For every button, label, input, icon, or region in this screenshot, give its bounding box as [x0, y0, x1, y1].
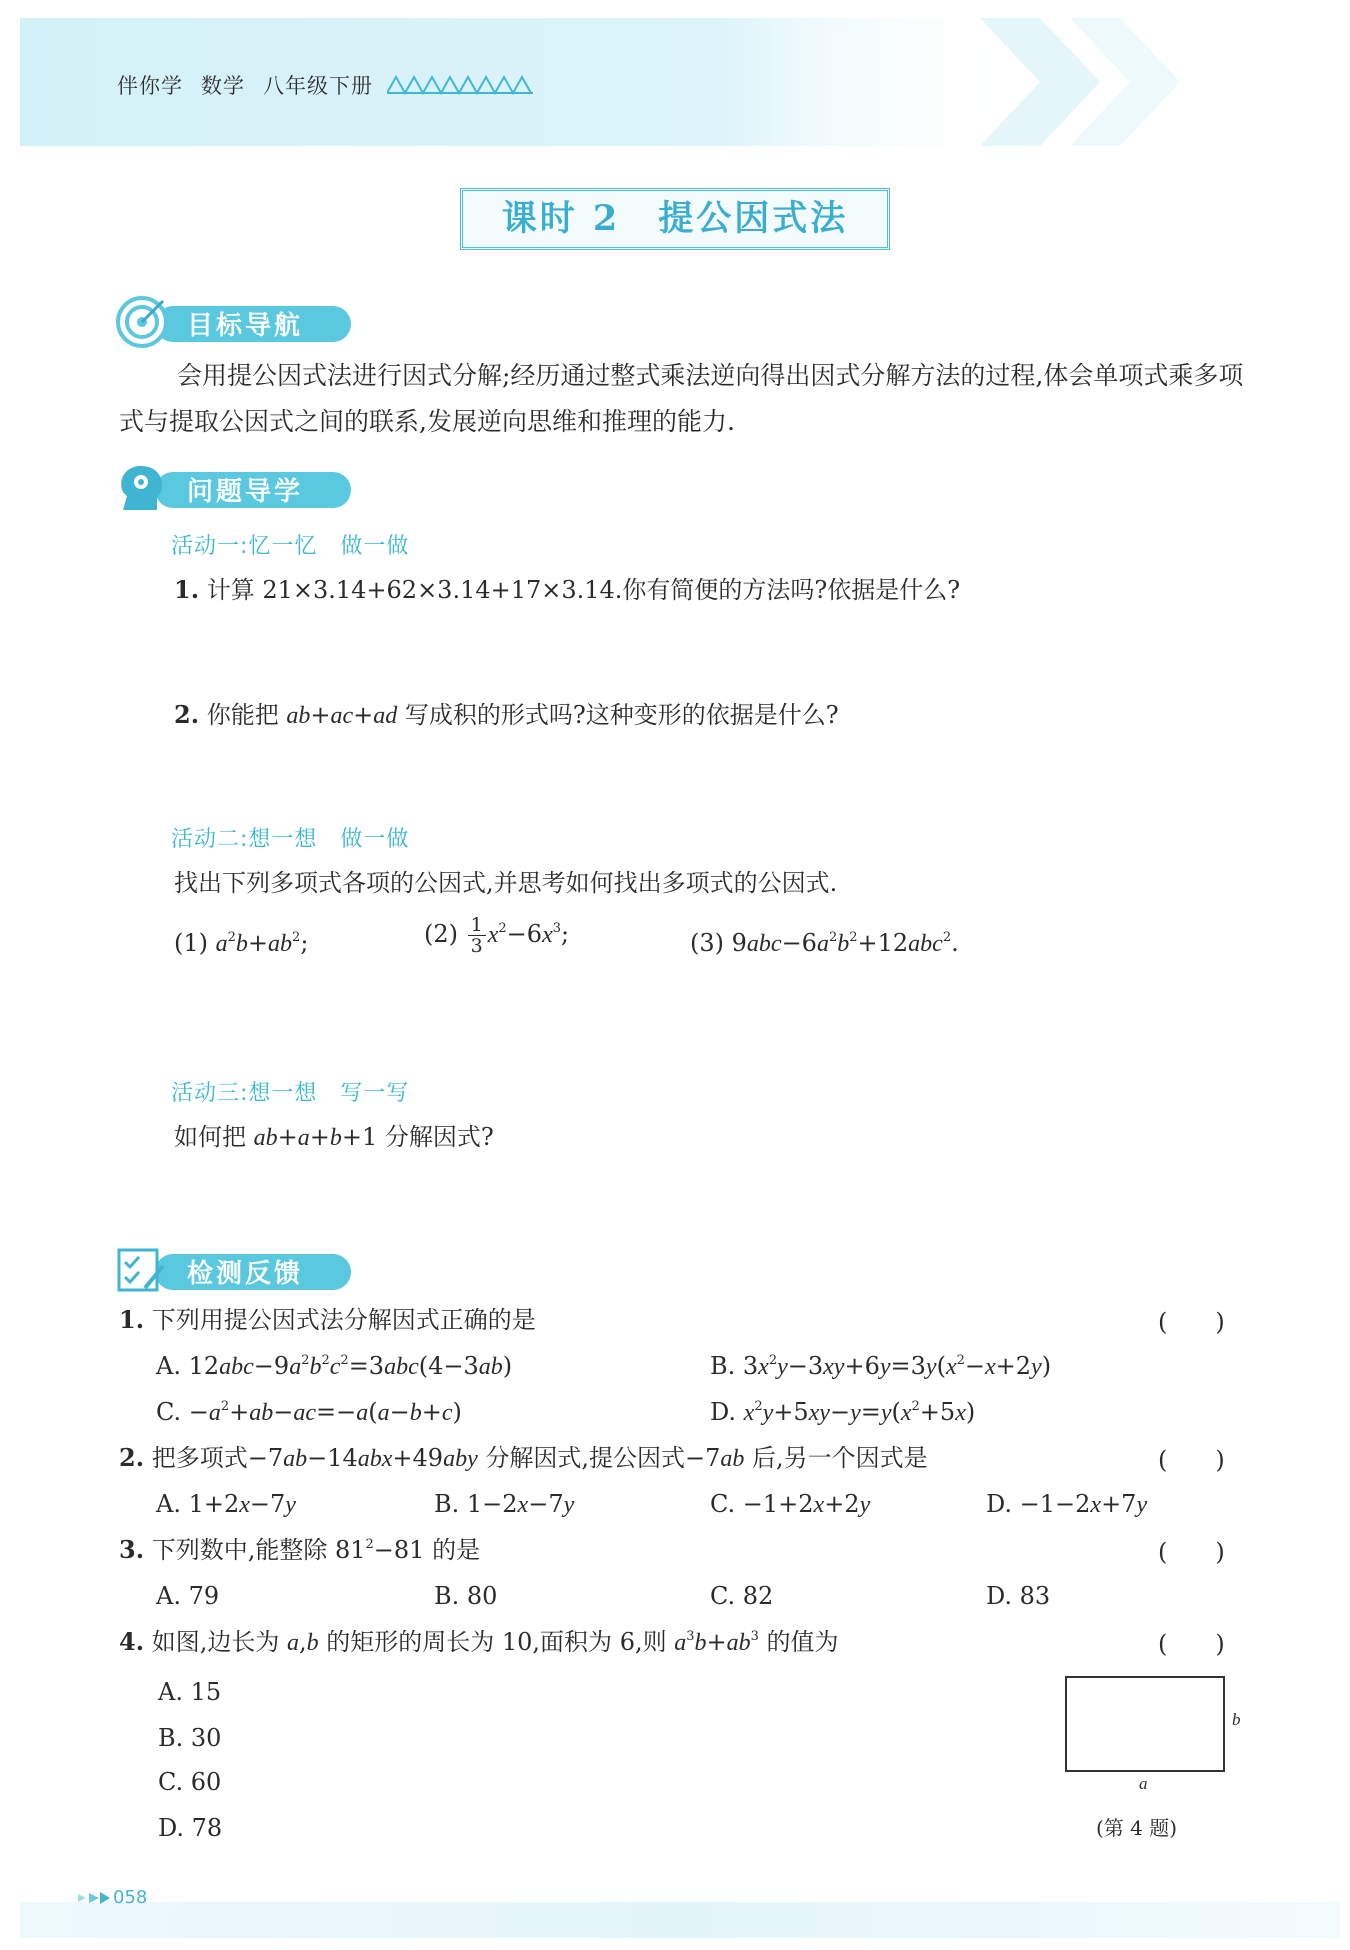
check-question1: 1. 下列用提公因式法分解因式正确的是 [119, 1305, 536, 1334]
lesson-title: 课时 2 提公因式法 [460, 188, 890, 250]
option-d: D. $x^2y+5xy-y=y(x^2+5x)$ [710, 1398, 976, 1426]
fraction: $\frac{1}{3}$ [468, 915, 486, 956]
option-d: D. 78 [158, 1814, 223, 1842]
activity2-text: 找出下列多项式各项的公因式,并思考如何找出多项式的公因式. [174, 869, 838, 897]
footer-band [20, 1902, 1340, 1938]
answer-paren: ( ) [1158, 1446, 1225, 1474]
answer-paren: ( ) [1158, 1538, 1225, 1566]
activity1-question1 [174, 572, 960, 608]
question-number: 2. [174, 700, 200, 729]
option-b: B. 80 [434, 1582, 498, 1610]
answer-paren: ( ) [1158, 1308, 1225, 1336]
option-a: A. $12abc-9a^2b^2c^2=3abc(4-3ab)$ [156, 1352, 513, 1380]
option-b: B. $3x^2y-3xy+6y=3y(x^2-x+2y)$ [710, 1352, 1052, 1380]
figure-label-a: a [1139, 1774, 1148, 1793]
option-a: A. 1+2x−7y [156, 1490, 296, 1518]
activity2-item1: (1) $a^2b+ab^2$; [174, 929, 309, 957]
option-d: D. −1−2x+7y [986, 1490, 1148, 1518]
option-b: B. 1−2x−7y [434, 1490, 575, 1518]
section-title-goal: 目标导航 [187, 311, 304, 341]
section-title-study: 问题导学 [187, 477, 304, 507]
activity1-title: 活动一:忆一忆 做一做 [171, 534, 410, 559]
page-number: 058 [113, 1887, 148, 1908]
option-c: C. −1+2x+2y [710, 1490, 871, 1518]
zigzag-decoration-icon [387, 75, 535, 95]
option-d: D. 83 [986, 1582, 1051, 1610]
question-text-post: 写成积的形式吗?这种变形的依据是什么? [404, 701, 839, 729]
header-text [117, 70, 391, 100]
question-text: 计算 21×3.14+62×3.14+17×3.14.你有简便的方法吗?依据是什么? [206, 576, 961, 604]
question-number: 1. [174, 575, 200, 604]
page-arrow-icon [78, 1889, 110, 1907]
activity2-item2: (2) $\frac{1}{3}$ $x^2-6x^3$; [424, 914, 570, 957]
header-grade: 八年级下册 [263, 74, 373, 98]
section-title-check: 检测反馈 [187, 1259, 304, 1289]
figure-caption: (第 4 题) [1096, 1816, 1178, 1840]
check-question4: 4. 如图,边长为 a,b 的矩形的周长为 10,面积为 6,则 $a^3b+ab^3$ 的值为 [119, 1627, 839, 1656]
activity3-text: 如何把 ab+a+b+1 分解因式? [174, 1123, 494, 1151]
goal-text: 会用提公因式法进行因式分解;经历通过整式乘法逆向得出因式分解方法的过程,体会单项式乘多项式与提取公因式之间的联系,发展逆向思维和推理的能力. [119, 361, 1244, 436]
option-a: A. 15 [158, 1678, 222, 1706]
option-b: B. 30 [158, 1724, 222, 1752]
header-subject: 数学 [201, 74, 245, 98]
math-expression: ab [286, 703, 311, 729]
activity1-question2: 2. 你能把 ab+ac+ad 写成积的形式吗?这种变形的依据是什么? [174, 700, 839, 729]
option-a: A. 79 [156, 1582, 220, 1610]
option-c: C. $-a^2+ab-ac=-a(a-b+c)$ [156, 1398, 462, 1426]
activity3-title: 活动三:想一想 写一写 [171, 1081, 410, 1106]
option-c: C. 60 [158, 1768, 222, 1796]
header-book: 伴你学 [117, 74, 183, 98]
answer-paren: ( ) [1158, 1630, 1225, 1658]
question-text-pre: 你能把 [206, 701, 279, 729]
check-question2: 2. 把多项式−7ab−14abx+49aby 分解因式,提公因式−7ab 后,另一个因式是 [119, 1443, 928, 1472]
check-question3: 3. 下列数中,能整除 $81^2-81$ 的是 [119, 1535, 481, 1564]
figure-label-b: b [1232, 1710, 1241, 1729]
option-c: C. 82 [710, 1582, 774, 1610]
section-banner-check [115, 1244, 355, 1296]
activity2-item3: (3) $9abc-6a^2b^2+12abc^2$. [690, 929, 959, 957]
section-banner-study [115, 462, 355, 514]
rectangle-figure [1065, 1676, 1225, 1772]
activity2-title: 活动二:想一想 做一做 [171, 827, 410, 852]
section-banner-goal [115, 296, 355, 348]
